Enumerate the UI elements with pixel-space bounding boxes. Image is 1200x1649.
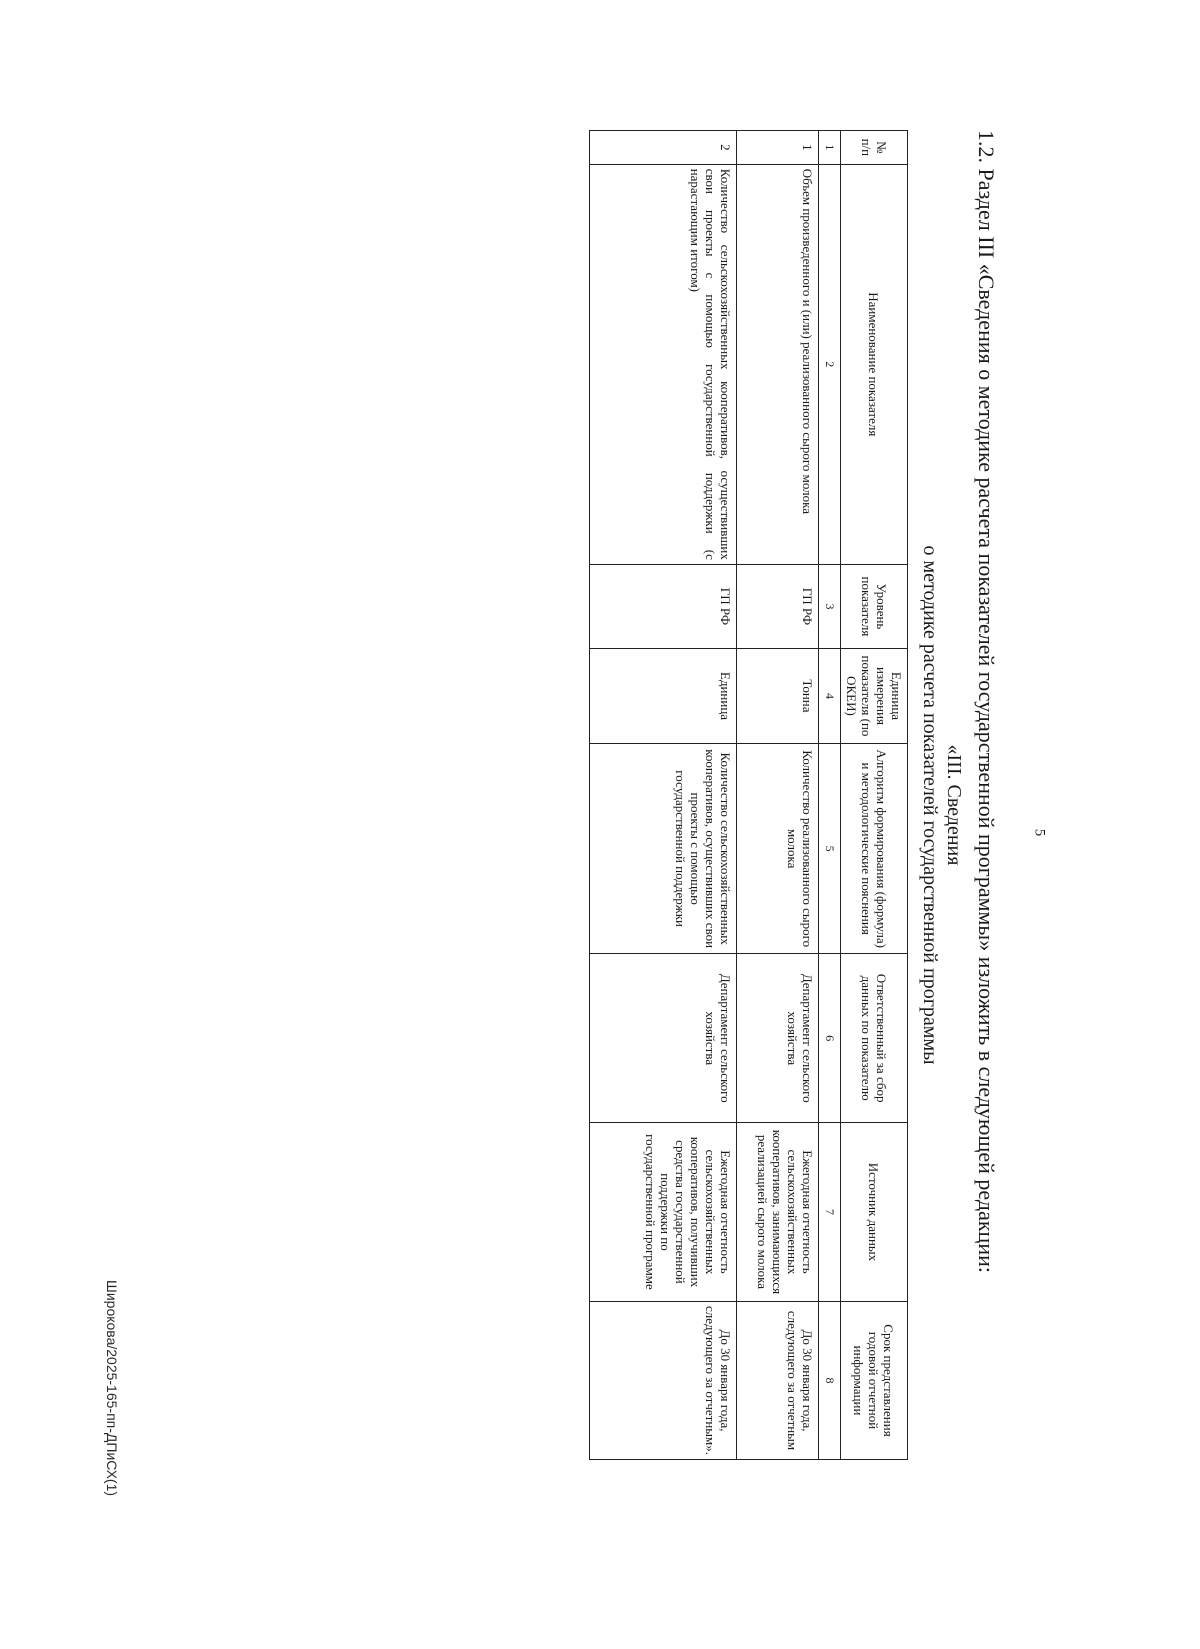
header-cell: № п/п: [841, 131, 908, 165]
indicator-unit: Единица: [590, 649, 737, 744]
table-title-line-1: «III. Сведения: [943, 744, 965, 866]
table-row: [737, 131, 819, 1460]
column-number: 5: [819, 743, 841, 954]
column-number: 8: [819, 1301, 841, 1459]
header-cell: Алгоритм формирования (формула) и методологические пояснения: [841, 743, 908, 954]
responsible-department: Департамент сельского хозяйства: [590, 954, 737, 1122]
data-source: Ежегодная отчетность сельскохозяйственных кооперативов, занимающихся реализацией сырого молока: [737, 1122, 819, 1301]
header-cell: Единица измерения показателя (по ОКЕИ): [841, 649, 908, 744]
rotated-sheet: [140, 130, 1000, 1480]
section-heading: 1.2. Раздел III «Сведения о методике расчета показателей государственной программы» изложить в следующей редакции:: [974, 130, 999, 1273]
methods-table: [589, 130, 908, 1460]
column-number: 7: [819, 1122, 841, 1301]
column-number: 6: [819, 954, 841, 1122]
document-code: Широкова/2025-165-пп-ДПиСХ(1): [104, 1280, 120, 1497]
page-number: 5: [1031, 828, 1048, 837]
report-deadline: До 30 января года, следующего за отчетным».: [590, 1301, 737, 1459]
header-cell: Наименование показателя: [841, 164, 908, 564]
row-number: 1: [737, 131, 819, 165]
column-number: 1: [819, 131, 841, 165]
header-cell: Ответственный за сбор данных по показателю: [841, 954, 908, 1122]
indicator-algorithm: Количество сельскохозяйственных кооперативов, осуществивших свои проекты с помощью государственной поддержки: [590, 743, 737, 954]
indicator-algorithm: Количество реализованного сырого молока: [737, 743, 819, 954]
table-row: [590, 131, 737, 1460]
data-source: Ежегодная отчетность сельскохозяйственных кооперативов, получивших средства государственной поддержки по государственной программе: [590, 1122, 737, 1301]
row-number: 2: [590, 131, 737, 165]
table-title-line-2: о методике расчета показателей государственной программы: [919, 545, 941, 1065]
report-deadline: До 30 января года, следующего за отчетным: [737, 1301, 819, 1459]
header-cell: Уровень показателя: [841, 564, 908, 648]
indicator-unit: Тонна: [737, 649, 819, 744]
column-number: 4: [819, 649, 841, 744]
column-number: 3: [819, 564, 841, 648]
table-header-row: [841, 131, 908, 1460]
indicator-level: ГП РФ: [590, 564, 737, 648]
indicator-name: Количество сельскохозяйственных кооперативов, осуществивших свои проекты с помощью государственной поддержки (с нарастающим итогом): [590, 164, 737, 564]
header-cell: Срок представления годовой отчетной информации: [841, 1301, 908, 1459]
column-number-row: [819, 131, 841, 1460]
indicator-level: ГП РФ: [737, 564, 819, 648]
responsible-department: Департамент сельского хозяйства: [737, 954, 819, 1122]
header-cell: Источник данных: [841, 1122, 908, 1301]
indicator-name: Объем произведенного и (или) реализованного сырого молока: [737, 164, 819, 564]
column-number: 2: [819, 164, 841, 564]
